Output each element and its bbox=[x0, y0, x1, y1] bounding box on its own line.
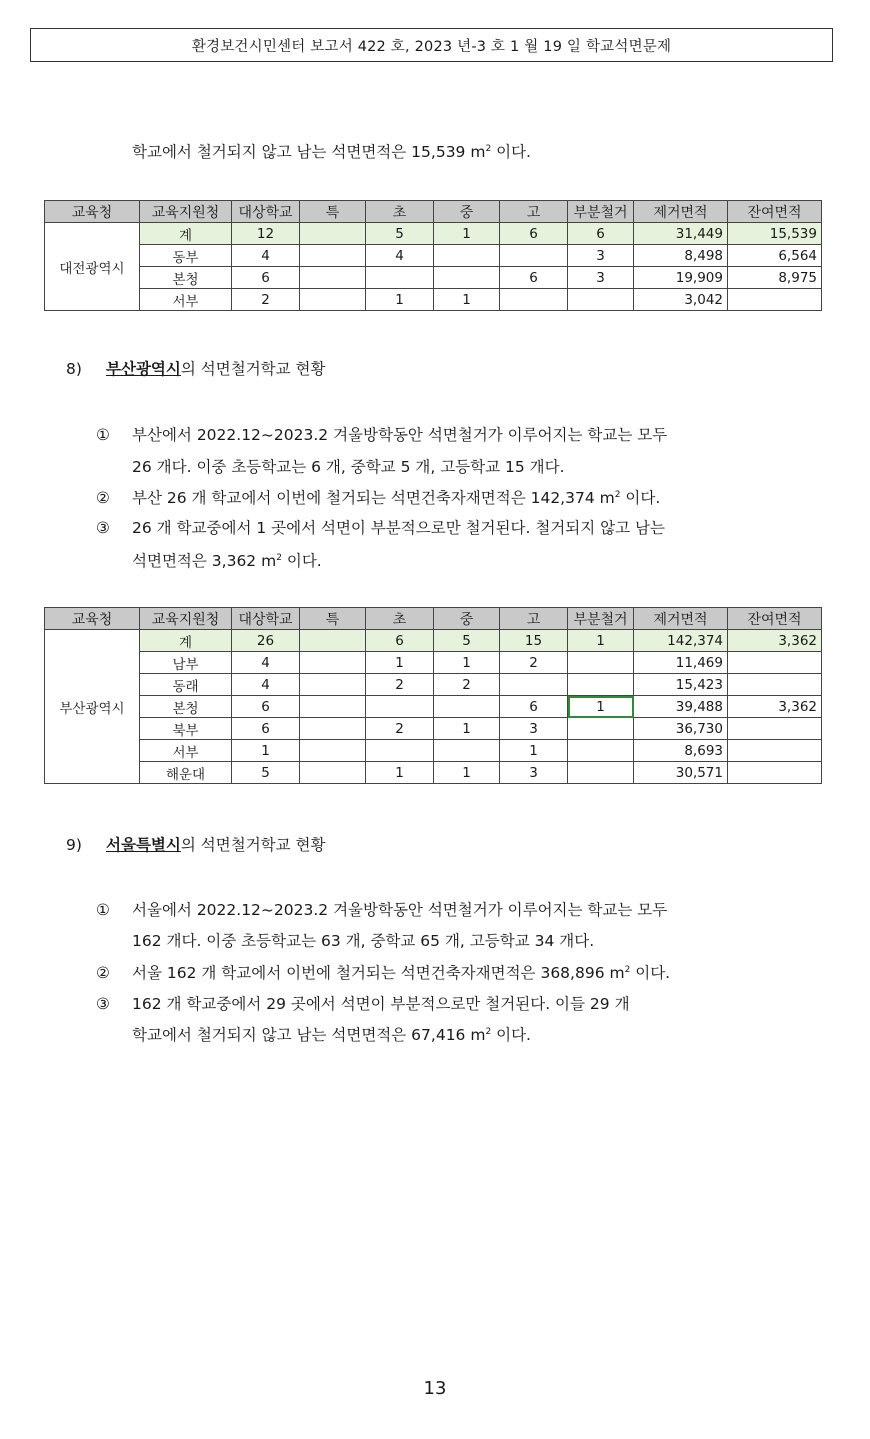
table-row bbox=[45, 740, 822, 762]
elem-cell[interactable] bbox=[366, 740, 434, 762]
section-9-item-1-cont: 162 개다. 이중 초등학교는 63 개, 중학교 65 개, 고등학교 34 개다. bbox=[132, 932, 595, 950]
high-cell[interactable]: 2 bbox=[500, 652, 568, 674]
removed-cell[interactable]: 3,042 bbox=[634, 289, 728, 311]
special-cell[interactable] bbox=[300, 267, 366, 289]
elem-cell[interactable] bbox=[366, 267, 434, 289]
column-header: 부분철거 bbox=[568, 201, 634, 223]
section-8-item-1: ① 부산에서 2022.12~2023.2 겨울방학동안 석면철거가 이루어지는 학교는 모두 bbox=[96, 426, 668, 444]
column-header: 고 bbox=[500, 608, 568, 630]
removed-cell[interactable]: 19,909 bbox=[634, 267, 728, 289]
district-cell[interactable]: 계 bbox=[140, 223, 232, 245]
column-header: 제거면적 bbox=[634, 608, 728, 630]
special-cell[interactable] bbox=[300, 245, 366, 267]
office-cell: 부산광역시 bbox=[45, 630, 140, 784]
target-cell[interactable]: 1 bbox=[232, 740, 300, 762]
special-cell[interactable] bbox=[300, 674, 366, 696]
high-cell[interactable]: 6 bbox=[500, 696, 568, 718]
report-header: 환경보건시민센터 보고서 422 호, 2023 년-3 호 1 월 19 일 학교석면문제 bbox=[30, 28, 833, 62]
high-cell[interactable] bbox=[500, 245, 568, 267]
target-cell[interactable]: 6 bbox=[232, 696, 300, 718]
remaining-cell[interactable] bbox=[728, 740, 822, 762]
partial-cell[interactable]: 3 bbox=[568, 267, 634, 289]
section-8-item-2: ② 부산 26 개 학교에서 이번에 철거되는 석면건축자재면적은 142,374 $m^2$ 이다. bbox=[96, 489, 661, 507]
high-cell[interactable] bbox=[500, 289, 568, 311]
removed-cell[interactable]: 15,423 bbox=[634, 674, 728, 696]
removed-cell[interactable]: 8,498 bbox=[634, 245, 728, 267]
column-header: 부분철거 bbox=[568, 608, 634, 630]
column-header: 중 bbox=[434, 201, 500, 223]
table-row bbox=[45, 652, 822, 674]
district-cell[interactable]: 본청 bbox=[140, 267, 232, 289]
district-cell[interactable]: 해운대 bbox=[140, 762, 232, 784]
special-cell[interactable] bbox=[300, 696, 366, 718]
remaining-cell[interactable] bbox=[728, 718, 822, 740]
table-row bbox=[45, 289, 822, 311]
target-cell[interactable]: 26 bbox=[232, 630, 300, 652]
mid-cell[interactable]: 2 bbox=[434, 674, 500, 696]
table-header-row bbox=[45, 201, 822, 223]
special-cell[interactable] bbox=[300, 223, 366, 245]
remaining-cell[interactable] bbox=[728, 762, 822, 784]
district-cell[interactable]: 북부 bbox=[140, 718, 232, 740]
column-header: 특 bbox=[300, 608, 366, 630]
table-row bbox=[45, 718, 822, 740]
elem-cell[interactable]: 1 bbox=[366, 289, 434, 311]
removed-cell[interactable]: 30,571 bbox=[634, 762, 728, 784]
district-cell[interactable]: 서부 bbox=[140, 289, 232, 311]
mid-cell[interactable]: 5 bbox=[434, 630, 500, 652]
special-cell[interactable] bbox=[300, 652, 366, 674]
special-cell[interactable] bbox=[300, 718, 366, 740]
elem-cell[interactable]: 4 bbox=[366, 245, 434, 267]
office-cell: 대전광역시 bbox=[45, 223, 140, 311]
target-cell[interactable]: 12 bbox=[232, 223, 300, 245]
table-row bbox=[45, 696, 822, 718]
partial-cell[interactable] bbox=[568, 740, 634, 762]
column-header: 초 bbox=[366, 201, 434, 223]
daejeon-table bbox=[44, 200, 822, 311]
partial-cell[interactable] bbox=[568, 289, 634, 311]
target-cell[interactable]: 4 bbox=[232, 245, 300, 267]
remaining-cell[interactable]: 6,564 bbox=[728, 245, 822, 267]
high-cell[interactable]: 15 bbox=[500, 630, 568, 652]
district-cell[interactable]: 남부 bbox=[140, 652, 232, 674]
removed-cell[interactable]: 39,488 bbox=[634, 696, 728, 718]
elem-cell[interactable]: 1 bbox=[366, 762, 434, 784]
high-cell[interactable]: 3 bbox=[500, 718, 568, 740]
section-9-item-1: ① 서울에서 2022.12~2023.2 겨울방학동안 석면철거가 이루어지는 학교는 모두 bbox=[96, 901, 668, 919]
district-cell[interactable]: 동부 bbox=[140, 245, 232, 267]
intro-paragraph: 학교에서 철거되지 않고 남는 석면면적은 15,539 $m^2$ 이다. bbox=[132, 143, 531, 161]
mid-cell[interactable]: 1 bbox=[434, 718, 500, 740]
target-cell[interactable]: 5 bbox=[232, 762, 300, 784]
mid-cell[interactable]: 1 bbox=[434, 223, 500, 245]
elem-cell[interactable]: 2 bbox=[366, 674, 434, 696]
partial-cell[interactable] bbox=[568, 674, 634, 696]
mid-cell[interactable] bbox=[434, 267, 500, 289]
section-8-item-3-cont: 석면면적은 3,362 $m^2$ 이다. bbox=[132, 552, 322, 570]
total-row bbox=[45, 223, 822, 245]
special-cell[interactable] bbox=[300, 289, 366, 311]
column-header: 교육청 bbox=[45, 201, 140, 223]
removed-cell[interactable]: 142,374 bbox=[634, 630, 728, 652]
remaining-cell[interactable] bbox=[728, 289, 822, 311]
district-cell[interactable]: 본청 bbox=[140, 696, 232, 718]
remaining-cell[interactable] bbox=[728, 674, 822, 696]
column-header: 중 bbox=[434, 608, 500, 630]
partial-cell[interactable]: 3 bbox=[568, 245, 634, 267]
elem-cell[interactable] bbox=[366, 696, 434, 718]
column-header: 고 bbox=[500, 201, 568, 223]
column-header: 잔여면적 bbox=[728, 201, 822, 223]
high-cell[interactable] bbox=[500, 674, 568, 696]
remaining-cell[interactable]: 15,539 bbox=[728, 223, 822, 245]
busan-table bbox=[44, 607, 822, 784]
removed-cell[interactable]: 11,469 bbox=[634, 652, 728, 674]
remaining-cell[interactable]: 3,362 bbox=[728, 630, 822, 652]
section-8-title: 8) 부산광역시의 석면철거학교 현황 bbox=[66, 360, 326, 378]
section-9-item-2: ② 서울 162 개 학교에서 이번에 철거되는 석면건축자재면적은 368,896 $m^2$ 이다. bbox=[96, 964, 671, 982]
section-9-item-3-cont: 학교에서 철거되지 않고 남는 석면면적은 67,416 $m^2$ 이다. bbox=[132, 1026, 531, 1044]
partial-cell[interactable]: 1 bbox=[568, 630, 634, 652]
column-header: 교육지원청 bbox=[140, 608, 232, 630]
table-row bbox=[45, 267, 822, 289]
mid-cell[interactable]: 1 bbox=[434, 289, 500, 311]
mid-cell[interactable] bbox=[434, 245, 500, 267]
target-cell[interactable]: 6 bbox=[232, 718, 300, 740]
mid-cell[interactable]: 1 bbox=[434, 652, 500, 674]
section-9-item-3: ③ 162 개 학교중에서 29 곳에서 석면이 부분적으로만 철거된다. 이들 29 개 bbox=[96, 995, 630, 1013]
special-cell[interactable] bbox=[300, 630, 366, 652]
removed-cell[interactable]: 31,449 bbox=[634, 223, 728, 245]
mid-cell[interactable]: 1 bbox=[434, 762, 500, 784]
special-cell[interactable] bbox=[300, 762, 366, 784]
column-header: 잔여면적 bbox=[728, 608, 822, 630]
total-row bbox=[45, 630, 822, 652]
page-number: 13 bbox=[423, 1378, 447, 1399]
mid-cell[interactable] bbox=[434, 740, 500, 762]
table-row bbox=[45, 674, 822, 696]
partial-cell[interactable]: 1 bbox=[568, 696, 634, 718]
district-cell[interactable]: 동래 bbox=[140, 674, 232, 696]
elem-cell[interactable]: 2 bbox=[366, 718, 434, 740]
column-header: 교육청 bbox=[45, 608, 140, 630]
partial-cell[interactable]: 6 bbox=[568, 223, 634, 245]
target-cell[interactable]: 6 bbox=[232, 267, 300, 289]
section-8-item-1-cont: 26 개다. 이중 초등학교는 6 개, 중학교 5 개, 고등학교 15 개다. bbox=[132, 458, 565, 476]
high-cell[interactable]: 1 bbox=[500, 740, 568, 762]
remaining-cell[interactable] bbox=[728, 652, 822, 674]
remaining-cell[interactable]: 3,362 bbox=[728, 696, 822, 718]
column-header: 대상학교 bbox=[232, 608, 300, 630]
column-header: 특 bbox=[300, 201, 366, 223]
district-cell[interactable]: 계 bbox=[140, 630, 232, 652]
high-cell[interactable]: 6 bbox=[500, 223, 568, 245]
column-header: 초 bbox=[366, 608, 434, 630]
removed-cell[interactable]: 8,693 bbox=[634, 740, 728, 762]
elem-cell[interactable]: 5 bbox=[366, 223, 434, 245]
remaining-cell[interactable]: 8,975 bbox=[728, 267, 822, 289]
section-8-item-3: ③ 26 개 학교중에서 1 곳에서 석면이 부분적으로만 철거된다. 철거되지 않고 남는 bbox=[96, 519, 665, 537]
removed-cell[interactable]: 36,730 bbox=[634, 718, 728, 740]
elem-cell[interactable]: 1 bbox=[366, 652, 434, 674]
elem-cell[interactable]: 6 bbox=[366, 630, 434, 652]
partial-cell[interactable] bbox=[568, 762, 634, 784]
table-row bbox=[45, 245, 822, 267]
column-header: 대상학교 bbox=[232, 201, 300, 223]
partial-cell[interactable] bbox=[568, 652, 634, 674]
column-header: 교육지원청 bbox=[140, 201, 232, 223]
target-cell[interactable]: 4 bbox=[232, 652, 300, 674]
target-cell[interactable]: 4 bbox=[232, 674, 300, 696]
column-header: 제거면적 bbox=[634, 201, 728, 223]
mid-cell[interactable] bbox=[434, 696, 500, 718]
district-cell[interactable]: 서부 bbox=[140, 740, 232, 762]
table-row bbox=[45, 762, 822, 784]
partial-cell[interactable] bbox=[568, 718, 634, 740]
section-9-title: 9) 서울특별시의 석면철거학교 현황 bbox=[66, 836, 326, 854]
high-cell[interactable]: 6 bbox=[500, 267, 568, 289]
high-cell[interactable]: 3 bbox=[500, 762, 568, 784]
special-cell[interactable] bbox=[300, 740, 366, 762]
table-header-row bbox=[45, 608, 822, 630]
target-cell[interactable]: 2 bbox=[232, 289, 300, 311]
